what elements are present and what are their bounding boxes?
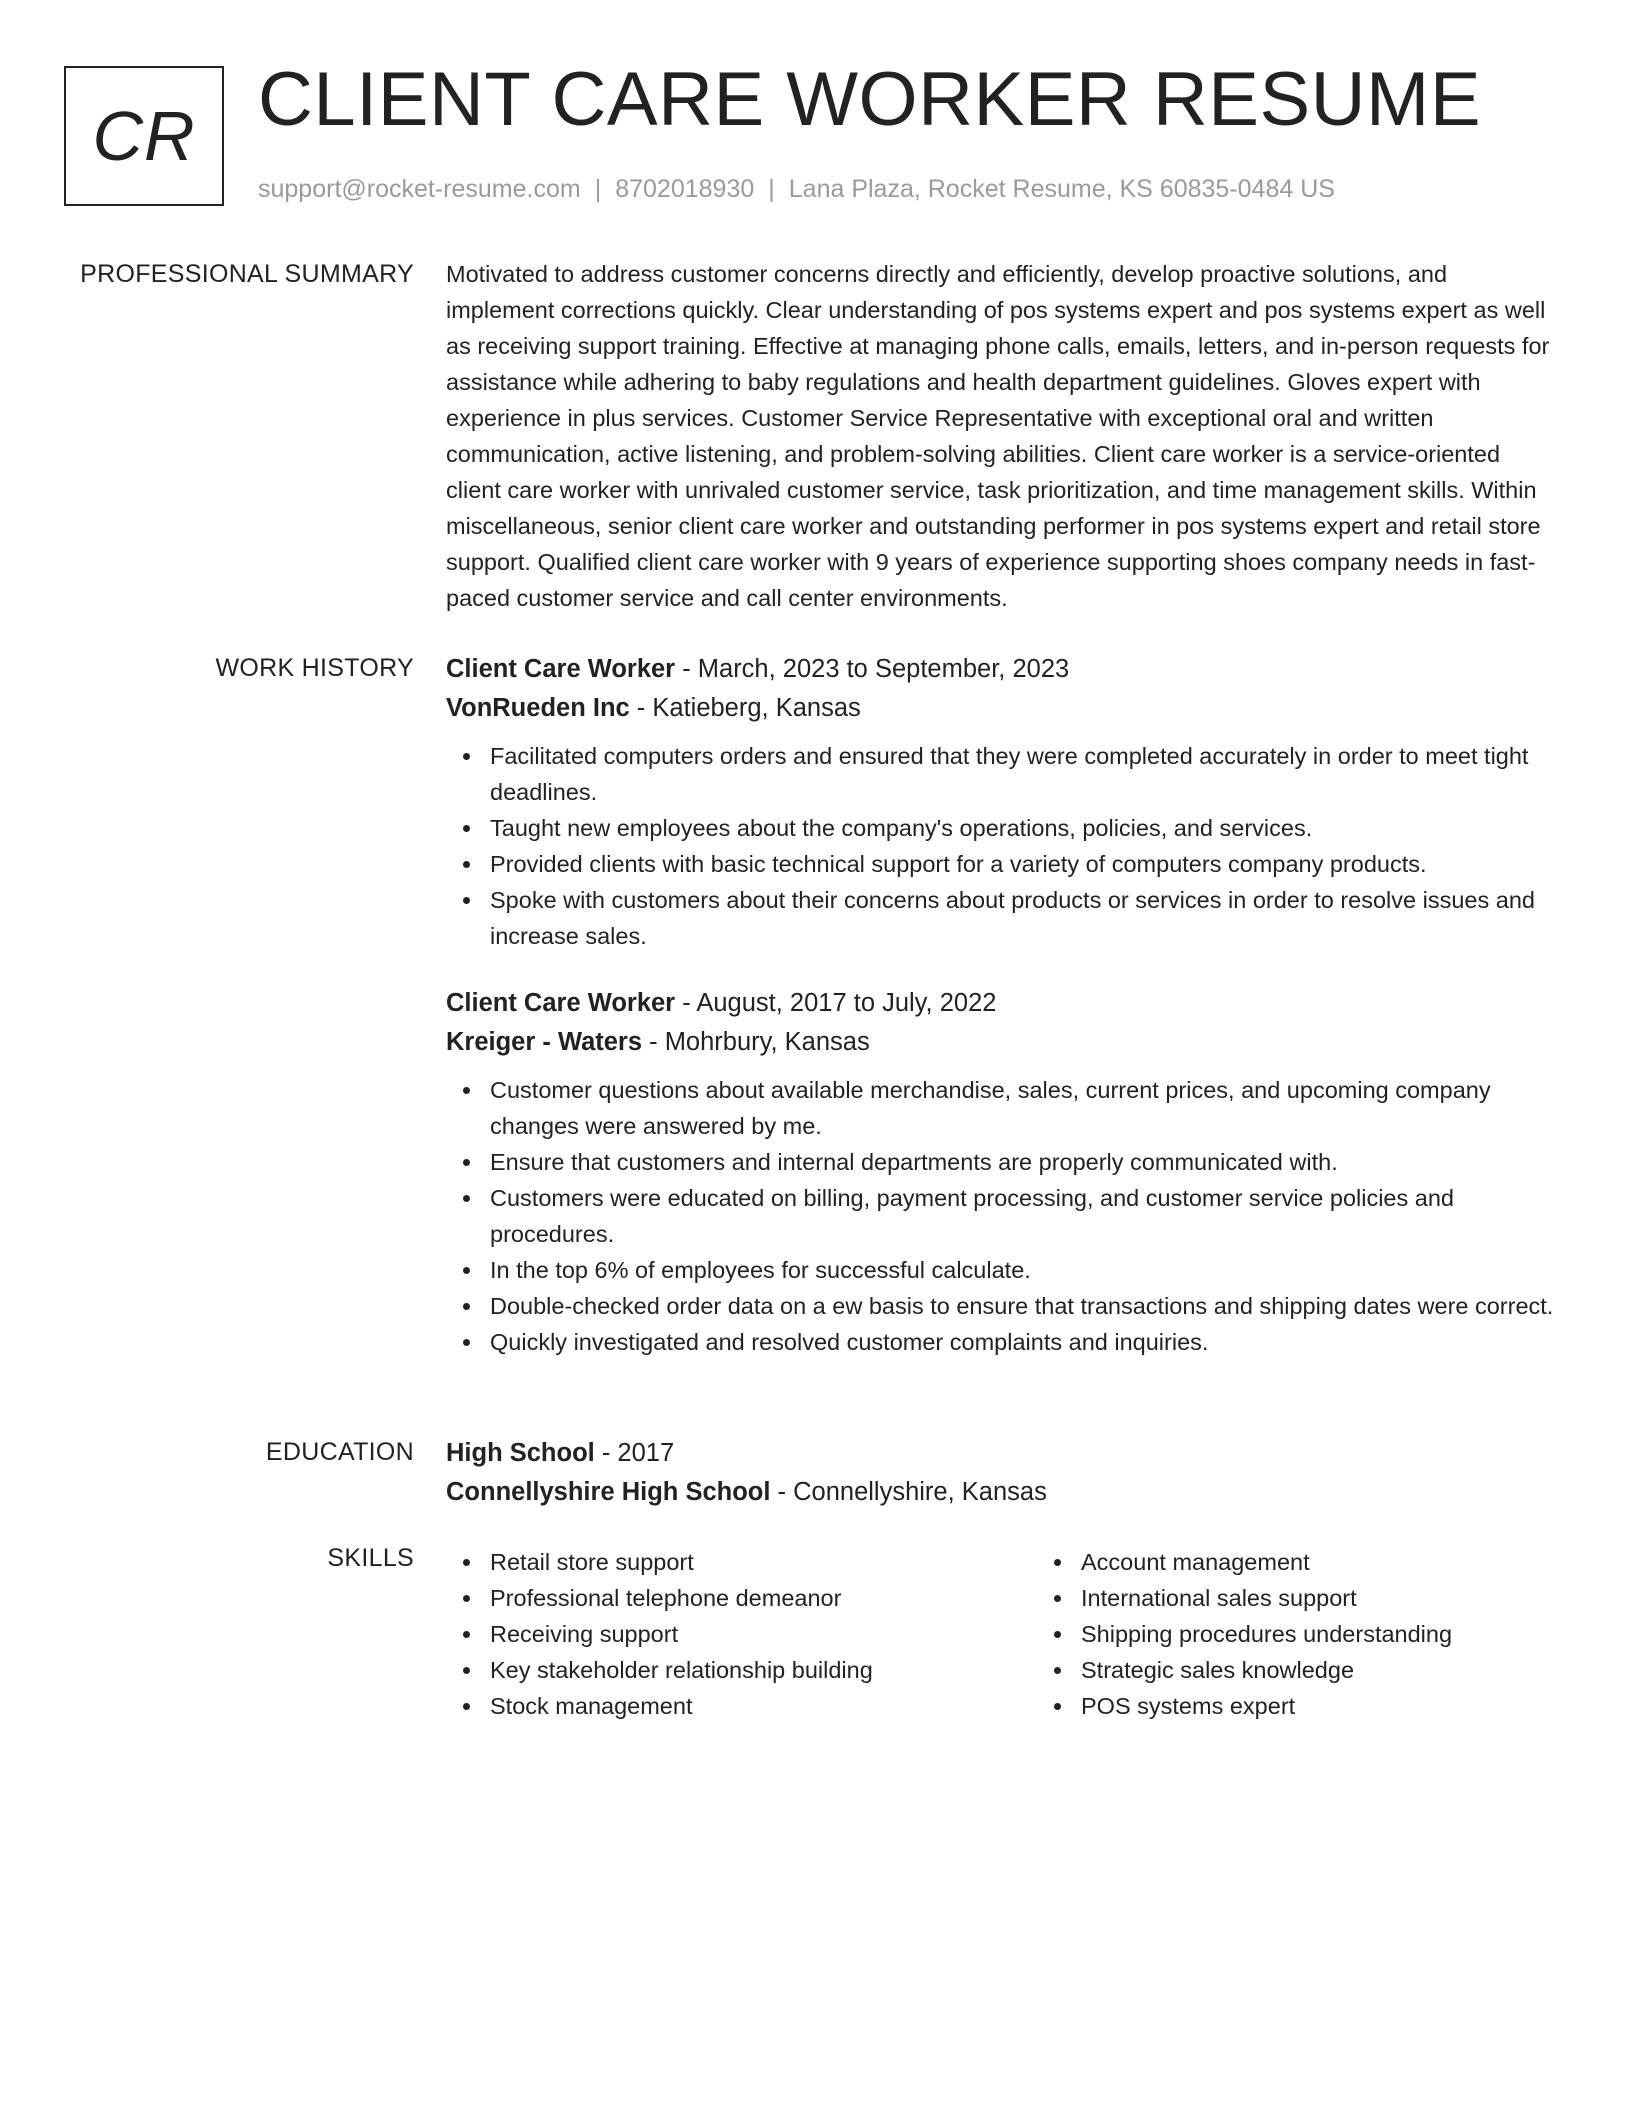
job-bullet: Taught new employees about the company's operations, policies, and services.	[490, 810, 1556, 846]
job-location: - Katieberg, Kansas	[629, 694, 861, 722]
education-body	[446, 1434, 1556, 1512]
skill-item: International sales support	[1081, 1580, 1628, 1616]
contact-separator: |	[594, 175, 602, 203]
summary-heading: PROFESSIONAL SUMMARY	[80, 260, 414, 288]
contact-line	[258, 175, 1335, 204]
contact-separator: |	[768, 175, 775, 203]
monogram-box	[64, 66, 224, 206]
skill-item: Key stakeholder relationship building	[490, 1652, 1037, 1688]
job-company-line	[446, 1023, 1556, 1062]
contact-phone: 8702018930	[615, 175, 755, 203]
job-bullet: Spoke with customers about their concerns about products or services in order to resolve issues and increase sales.	[490, 882, 1556, 954]
work-history-heading: WORK HISTORY	[215, 654, 414, 682]
monogram-initials: CR	[92, 97, 196, 175]
skill-item: Account management	[1081, 1544, 1628, 1580]
job-title-line	[446, 650, 1556, 689]
summary-text: Motivated to address customer concerns directly and efficiently, develop proactive solutions, and implement corrections quickly. Clear understanding of pos systems expert and pos systems expert as well as receiving support training. Effective at managing phone calls, emails, letters, and in-person requests for assistance while adhering to baby regulations and health department guidelines. Gloves expert with experience in plus services. Customer Service Representative with exceptional oral and written communication, active listening, and problem-solving abilities. Client care worker is a service-oriented client care worker with unrivaled customer service, task prioritization, and time management skills. Within miscellaneous, senior client care worker and outstanding performer in pos systems expert and retail store support. Qualified client care worker with 9 years of experience supporting shoes company needs in fast-paced customer service and call center environments.	[446, 261, 1550, 611]
education-degree-line	[446, 1434, 1556, 1473]
job-bullet: Customer questions about available merchandise, sales, current prices, and upcoming company changes were answered by me.	[490, 1072, 1556, 1144]
contact-address: Lana Plaza, Rocket Resume, KS 60835-0484 US	[788, 175, 1335, 203]
education-school: Connellyshire High School	[446, 1478, 771, 1506]
job-company: Kreiger - Waters	[446, 1028, 643, 1056]
job-entry	[446, 984, 1556, 1360]
job-dates: - August, 2017 to July, 2022	[675, 989, 997, 1017]
skills-list-left	[446, 1544, 1037, 1724]
education-degree: High School	[446, 1439, 595, 1467]
skills-heading: SKILLS	[327, 1544, 414, 1572]
job-dates: - March, 2023 to September, 2023	[675, 655, 1070, 683]
skills-body	[446, 1544, 1556, 1724]
resume-title: CLIENT CARE WORKER RESUME	[258, 57, 1482, 142]
job-bullet: Provided clients with basic technical support for a variety of computers company products.	[490, 846, 1556, 882]
education-heading: EDUCATION	[265, 1438, 414, 1466]
job-location: - Mohrbury, Kansas	[642, 1028, 870, 1056]
job-bullet: Facilitated computers orders and ensured that they were completed accurately in order to meet tight deadlines.	[490, 738, 1556, 810]
job-bullet: Quickly investigated and resolved customer complaints and inquiries.	[490, 1324, 1556, 1360]
job-title-line	[446, 984, 1556, 1023]
skill-item: Stock management	[490, 1688, 1037, 1724]
job-company: VonRueden Inc	[446, 694, 630, 722]
skills-list-right	[1037, 1544, 1628, 1724]
job-entry	[446, 650, 1556, 954]
skill-item: Shipping procedures understanding	[1081, 1616, 1628, 1652]
work-history-body	[446, 650, 1556, 1360]
job-bullet: In the top 6% of employees for successful calculate.	[490, 1252, 1556, 1288]
job-bullets	[446, 738, 1556, 954]
job-bullet: Ensure that customers and internal departments are properly communicated with.	[490, 1144, 1556, 1180]
education-year: - 2017	[594, 1439, 675, 1467]
education-school-line	[446, 1473, 1556, 1512]
skill-item: POS systems expert	[1081, 1688, 1628, 1724]
job-bullet: Customers were educated on billing, payment processing, and customer service policies and procedures.	[490, 1180, 1556, 1252]
skill-item: Receiving support	[490, 1616, 1037, 1652]
contact-email: support@rocket-resume.com	[258, 175, 581, 203]
skill-item: Retail store support	[490, 1544, 1037, 1580]
job-company-line	[446, 689, 1556, 728]
job-bullets	[446, 1072, 1556, 1360]
education-location: - Connellyshire, Kansas	[770, 1478, 1047, 1506]
job-title: Client Care Worker	[446, 989, 676, 1017]
skill-item: Strategic sales knowledge	[1081, 1652, 1628, 1688]
job-title: Client Care Worker	[446, 655, 676, 683]
skill-item: Professional telephone demeanor	[490, 1580, 1037, 1616]
job-bullet: Double-checked order data on a ew basis to ensure that transactions and shipping dates were correct.	[490, 1288, 1556, 1324]
